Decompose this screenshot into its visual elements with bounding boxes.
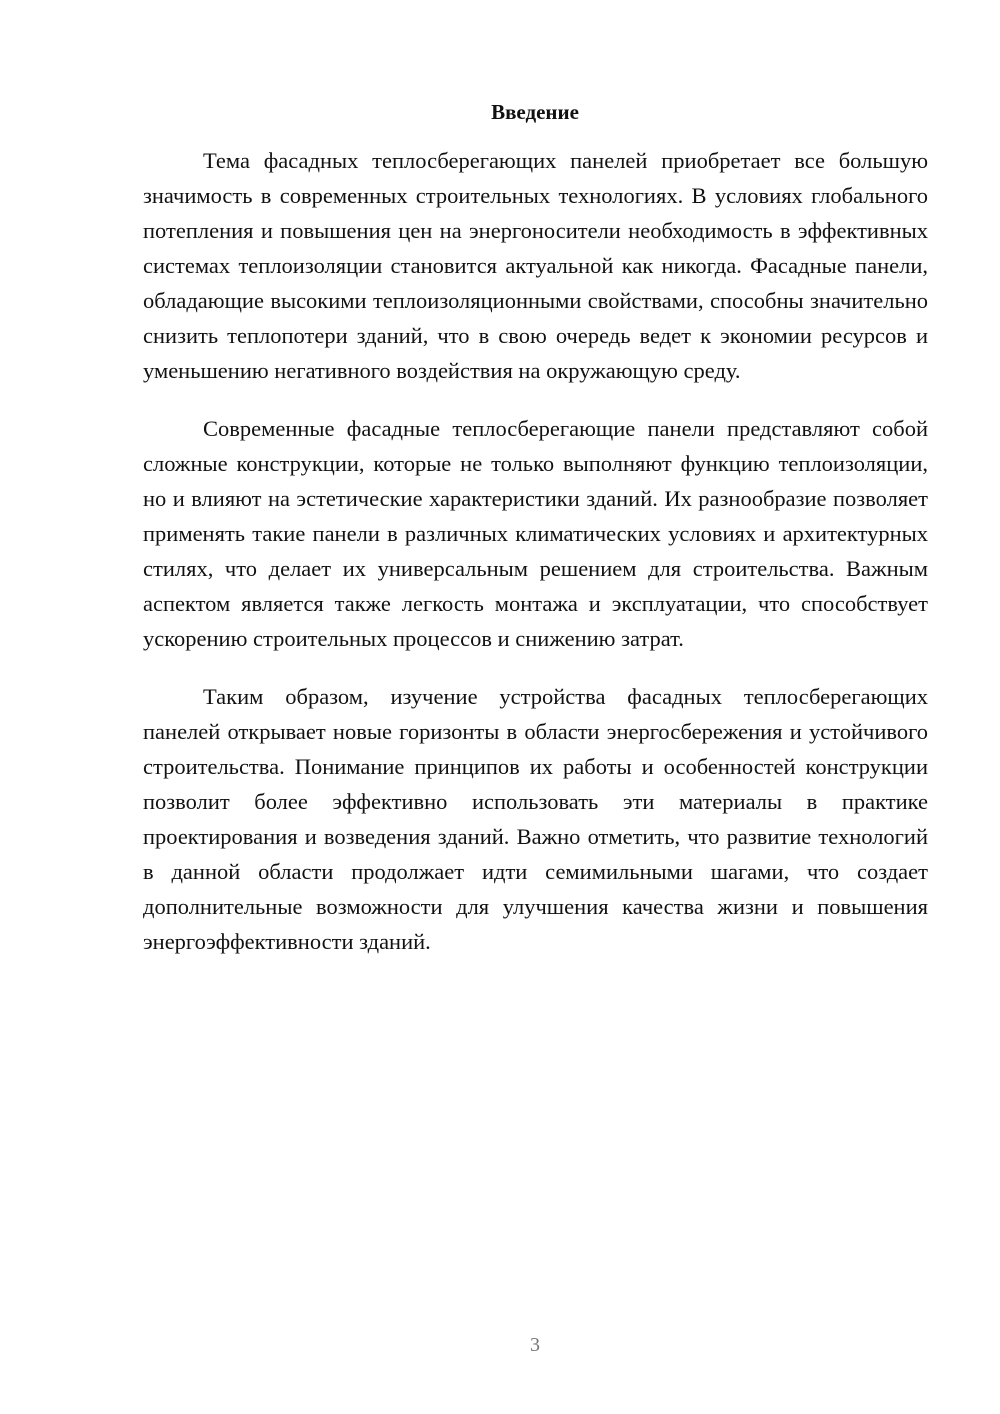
page-number: 3: [530, 1334, 540, 1356]
document-body: [143, 143, 928, 982]
paragraph-2: Современные фасадные теплосберегающие панели представляют собой сложные конструкции, которые не только выполняют функцию теплоизоляции, но и влияют на эстетические характеристики зданий. Их разнообразие позволяет применять такие панели в различных климатических условиях и архитектурных стилях, что делает их универсальным решением для строительства. Важным аспектом является также легкость монтажа и эксплуатации, что способствует ускорению строительных процессов и снижению затрат.: [143, 416, 928, 651]
paragraph-1: Тема фасадных теплосберегающих панелей приобретает все большую значимость в современных строительных технологиях. В условиях глобального потепления и повышения цен на энергоносители необходимость в эффективных системах теплоизоляции становится актуальной как никогда. Фасадные панели, обладающие высокими теплоизоляционными свойствами, способны значительно снизить теплопотери зданий, что в свою очередь ведет к экономии ресурсов и уменьшению негативного воздействия на окружающую среду.: [143, 148, 928, 383]
paragraph-3: Таким образом, изучение устройства фасадных теплосберегающих панелей открывает новые горизонты в области энергосбережения и устойчивого строительства. Понимание принципов их работы и особенностей конструкции позволит более эффективно использовать эти материалы в практике проектирования и возведения зданий. Важно отметить, что развитие технологий в данной области продолжает идти семимильными шагами, что создает дополнительные возможности для улучшения качества жизни и повышения энергоэффективности зданий.: [143, 684, 928, 954]
section-heading: Введение: [491, 100, 579, 124]
